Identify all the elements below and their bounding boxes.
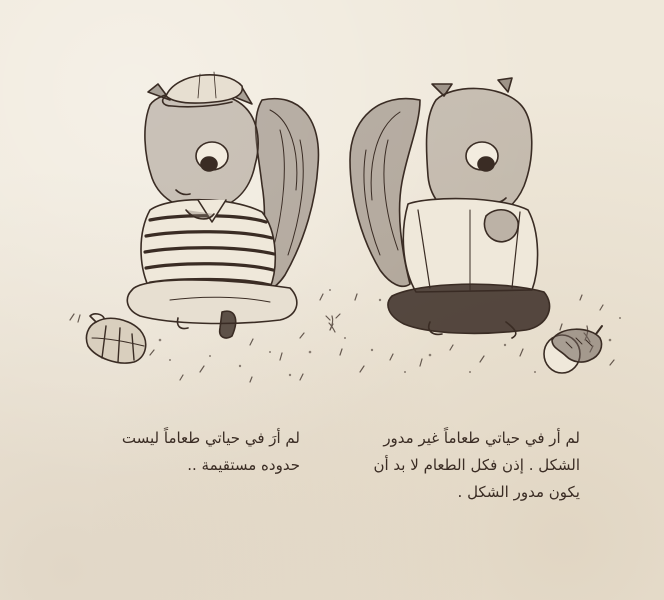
caption-right-line-2: الشكل . إذن فكل الطعام لا بد أن — [373, 456, 580, 474]
left-squirrel — [127, 72, 318, 338]
caption-right-line-1: لم أر في حياتي طعاماً غير مدور — [383, 429, 580, 447]
lantern-icon — [86, 314, 145, 363]
acorn-icon — [544, 326, 602, 373]
caption-left — [60, 425, 300, 479]
caption-left-line-2: حدوده مستقيمة .. — [187, 456, 300, 474]
caption-right — [340, 425, 580, 506]
caption-left-line-1: لم أرَ في حياتي طعاماً ليست — [121, 429, 300, 447]
caption-right-line-3: يكون مدور الشكل . — [457, 483, 580, 501]
